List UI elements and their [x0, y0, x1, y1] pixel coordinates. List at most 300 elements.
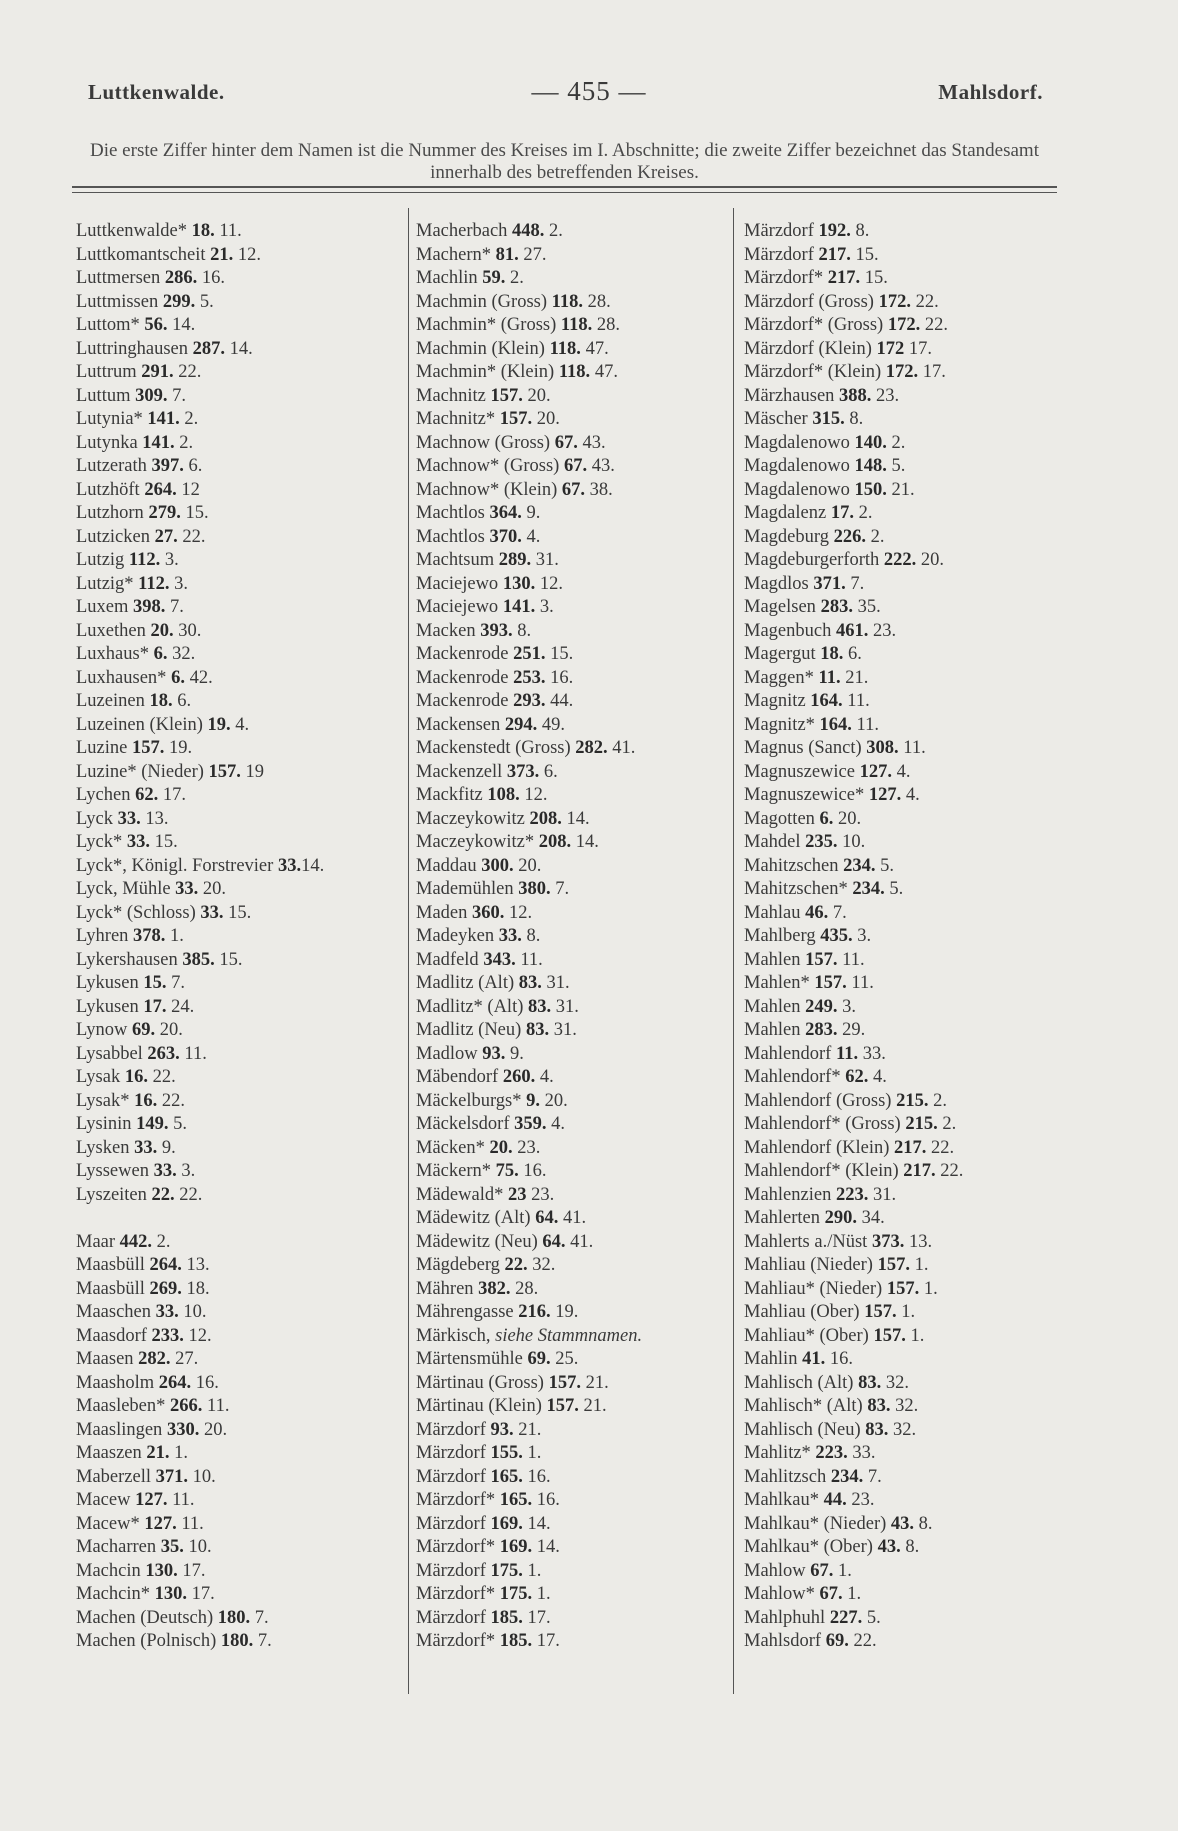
district-number: 148.	[854, 456, 887, 476]
district-number: 33.	[498, 926, 522, 946]
index-entry	[416, 1466, 731, 1490]
registry-number: 6.	[183, 456, 203, 476]
district-number: 64.	[542, 1231, 566, 1252]
district-number: 373.	[871, 1231, 905, 1252]
index-entry	[744, 855, 1084, 879]
place-name: Lychen	[76, 785, 131, 805]
place-name: Maddau	[416, 855, 477, 876]
district-number: 371.	[155, 1466, 188, 1487]
district-number: 118.	[558, 362, 591, 382]
index-entry	[416, 925, 731, 949]
index-entry	[416, 996, 731, 1020]
district-number: 6.	[153, 644, 168, 664]
place-name: Märzdorf	[416, 1607, 486, 1628]
district-number: 172	[876, 338, 905, 359]
index-entry	[76, 338, 406, 362]
index-entry	[744, 408, 1084, 432]
district-number: 43.	[877, 1537, 901, 1557]
index-entry	[76, 408, 406, 432]
registry-number: 2.	[865, 526, 885, 547]
index-entry	[76, 1560, 406, 1584]
registry-number: 1.	[165, 926, 184, 946]
index-entry	[76, 1254, 406, 1278]
district-number: 180.	[217, 1607, 251, 1628]
district-number: 141.	[502, 597, 536, 617]
district-number: 448.	[512, 221, 545, 241]
index-entry	[416, 784, 731, 808]
place-name: Maasen	[76, 1349, 134, 1369]
place-name: Luxethen	[76, 620, 146, 641]
place-name: Märzdorf*	[744, 268, 824, 288]
district-number: 293.	[513, 691, 546, 711]
district-number: 112.	[138, 573, 170, 594]
registry-number: 17.	[918, 362, 946, 382]
index-entry	[744, 432, 1084, 456]
place-name: Märzdorf	[416, 1513, 486, 1534]
header-rule-thick	[72, 186, 1057, 188]
index-entry	[416, 244, 731, 268]
index-entry	[76, 761, 406, 785]
index-entry	[76, 291, 406, 315]
place-name: Maasbüll	[76, 1278, 145, 1299]
place-name: Mahlerten	[744, 1208, 821, 1228]
index-entry	[416, 1137, 731, 1161]
index-entry	[416, 902, 731, 926]
place-name: Machen (Deutsch)	[76, 1607, 214, 1628]
registry-number: 5.	[875, 855, 895, 876]
registry-number: 15.	[180, 503, 209, 523]
registry-number: 14.	[561, 808, 590, 829]
index-entry	[76, 1019, 406, 1043]
cross-reference: siehe Stammnamen.	[495, 1325, 643, 1346]
registry-number: 6.	[539, 761, 558, 782]
index-entry	[416, 1254, 731, 1278]
district-number: 6.	[171, 667, 185, 688]
index-entry	[76, 737, 406, 761]
place-name: Mäckelsdorf	[416, 1114, 510, 1134]
registry-number: 15.	[545, 644, 574, 664]
header-rule-thin	[72, 192, 1057, 193]
district-number: 286.	[164, 268, 198, 288]
district-number: 435.	[820, 926, 853, 946]
registry-number: 3.	[837, 996, 857, 1017]
district-number: 140.	[854, 432, 887, 453]
district-number: 216.	[518, 1302, 551, 1322]
district-number: 83.	[518, 973, 542, 993]
index-entry	[744, 1513, 1084, 1537]
place-name: Mahlow	[744, 1560, 806, 1581]
district-number: 20.	[150, 620, 174, 641]
place-name: Magnuszewice*	[744, 785, 865, 805]
registry-number: 7.	[550, 879, 570, 899]
index-entry	[744, 1043, 1084, 1067]
district-number: 33.	[117, 808, 141, 829]
district-number: 23	[507, 1184, 527, 1205]
place-name: Machnow (Gross)	[416, 432, 551, 453]
place-name: Mährengasse	[416, 1302, 514, 1322]
place-name: Mahlendorf* (Gross)	[744, 1114, 901, 1134]
index-entry	[416, 1536, 731, 1560]
place-name: Luttmersen	[76, 268, 161, 288]
place-name: Magnitz*	[744, 714, 815, 735]
district-number: 289.	[498, 550, 532, 570]
place-name: Mackenrode	[416, 691, 509, 711]
registry-number: 1.	[532, 1584, 551, 1604]
district-number: 15.	[143, 973, 167, 993]
registry-number: 20.	[833, 808, 862, 829]
registry-number: 9.	[505, 1043, 524, 1064]
registry-number: 47.	[580, 338, 609, 359]
index-entry	[744, 1113, 1084, 1137]
district-number: 393.	[480, 620, 513, 641]
district-number: 41.	[802, 1349, 826, 1369]
district-number: 157.	[208, 761, 241, 782]
registry-number: 1.	[896, 1302, 916, 1322]
registry-number: 7.	[165, 597, 184, 617]
place-name: Märzdorf	[416, 1419, 486, 1440]
registry-number: 12.	[233, 244, 261, 265]
place-name: Mahdel	[744, 832, 801, 852]
place-name: Mahitzschen	[744, 855, 839, 876]
registry-number: 21.	[578, 1396, 607, 1416]
index-entry	[744, 244, 1084, 268]
district-number: 164.	[819, 714, 852, 735]
place-name: Machtlos	[416, 503, 485, 523]
registry-number: 1.	[905, 1325, 925, 1346]
registry-number: 21.	[580, 1372, 609, 1393]
place-name: Magdeburgerforth	[744, 550, 880, 570]
district-number: 192.	[818, 221, 851, 241]
index-entry	[744, 1184, 1084, 1208]
registry-number: 24.	[166, 996, 195, 1017]
index-entry	[744, 1466, 1084, 1490]
place-name: Magenbuch	[744, 620, 832, 641]
index-entry	[744, 1348, 1084, 1372]
place-name: Mahlitz*	[744, 1443, 811, 1463]
registry-number: 23.	[846, 1490, 875, 1510]
place-name: Magelsen	[744, 597, 816, 617]
district-number: 43.	[890, 1513, 915, 1534]
index-entry	[744, 1395, 1084, 1419]
index-entry	[416, 878, 731, 902]
district-number: 269.	[149, 1278, 182, 1299]
place-name: Maczeykowitz	[416, 808, 525, 829]
registry-number: 17.	[532, 1631, 560, 1651]
place-name: Maberzell	[76, 1466, 151, 1487]
district-number: 75.	[495, 1161, 519, 1181]
registry-number: 20.	[540, 1090, 568, 1111]
index-entry	[416, 596, 731, 620]
index-column-2	[416, 220, 731, 1654]
place-name: Luzine* (Nieder)	[76, 761, 204, 782]
district-number: 287.	[192, 338, 226, 359]
registry-number: 25.	[550, 1349, 579, 1369]
index-entry	[76, 1160, 406, 1184]
district-number: 11.	[818, 667, 841, 688]
district-number: 56.	[144, 315, 168, 335]
district-number: 127.	[859, 761, 892, 782]
registry-number: 3.	[176, 1161, 196, 1181]
running-head-left: Luttkenwalde.	[88, 80, 225, 104]
registry-number: 16.	[825, 1349, 853, 1369]
index-entry	[76, 1466, 406, 1490]
place-name: Märzdorf (Klein)	[744, 338, 872, 359]
place-name: Märzdorf* (Klein)	[744, 362, 882, 382]
registry-number: 34.	[857, 1208, 885, 1228]
place-name: Mackenrode	[416, 644, 509, 664]
district-number: 62.	[845, 1067, 869, 1087]
place-name: Mahliau (Nieder)	[744, 1255, 873, 1275]
place-name: Mackenstedt (Gross)	[416, 738, 571, 758]
district-number: 294.	[504, 714, 538, 735]
place-name: Märzdorf* (Gross)	[744, 315, 884, 335]
registry-number: 23.	[868, 620, 897, 641]
registry-number: 3.	[535, 597, 554, 617]
place-name: Luzine	[76, 738, 128, 758]
place-name: Luttmissen	[76, 291, 159, 312]
place-name: Maaslingen	[76, 1419, 163, 1440]
index-entry	[76, 1184, 406, 1208]
registry-number: 21.	[840, 667, 869, 688]
index-entry	[76, 432, 406, 456]
index-entry	[416, 1348, 731, 1372]
district-number: 67.	[561, 479, 586, 500]
place-name: Lysinin	[76, 1114, 132, 1134]
place-name: Mahlsdorf	[744, 1631, 822, 1651]
index-entry	[416, 1231, 731, 1255]
place-name: Mädewitz (Neu)	[416, 1231, 538, 1252]
registry-number: 4.	[901, 785, 920, 805]
index-entry	[416, 526, 731, 550]
district-number: 264.	[144, 479, 177, 500]
registry-number: 13.	[140, 808, 169, 829]
place-name: Magnus (Sanct)	[744, 738, 862, 758]
registry-number: 11.	[898, 738, 926, 758]
district-number: 130.	[502, 573, 536, 594]
registry-number: 14.	[532, 1537, 560, 1557]
registry-number: 4.	[535, 1067, 554, 1087]
place-name: Märzdorf	[416, 1466, 486, 1487]
registry-number: 10.	[188, 1466, 216, 1487]
place-name: Mäbendorf	[416, 1067, 499, 1087]
index-entry	[416, 949, 731, 973]
district-number: 141.	[142, 432, 175, 453]
place-name: Märzdorf	[744, 244, 814, 265]
index-entry	[416, 455, 731, 479]
index-entry	[416, 1583, 731, 1607]
district-number: 279.	[148, 503, 181, 523]
district-number: 217.	[827, 268, 861, 288]
place-name: Märzhausen	[744, 385, 835, 406]
place-name: Maciejewo	[416, 597, 499, 617]
district-number: 283.	[820, 597, 853, 617]
registry-number: 32.	[167, 644, 196, 664]
district-number: 227.	[829, 1607, 863, 1628]
registry-number: 23.	[512, 1137, 541, 1158]
registry-number: 7.	[828, 902, 847, 923]
registry-number: 5.	[195, 291, 214, 312]
registry-number: 16.	[518, 1161, 547, 1181]
place-name: Mäckern*	[416, 1161, 491, 1181]
district-number: 83.	[525, 1020, 550, 1040]
district-number: 172.	[887, 315, 921, 335]
registry-number: 32.	[881, 1372, 909, 1393]
place-name: Märzdorf*	[416, 1584, 496, 1604]
index-entry	[744, 1325, 1084, 1349]
registry-number: 15.	[860, 268, 888, 288]
place-name: Mackenzell	[416, 761, 503, 782]
district-number: 260.	[502, 1067, 536, 1087]
index-entry	[744, 1160, 1084, 1184]
district-number: 378.	[133, 926, 166, 946]
district-number: 172.	[878, 291, 911, 312]
place-name: Maasholm	[76, 1372, 155, 1393]
index-entry	[76, 831, 406, 855]
place-name: Luxhaus*	[76, 644, 149, 664]
district-number: 150.	[854, 479, 887, 500]
district-number: 108.	[487, 785, 520, 805]
index-entry	[744, 502, 1084, 526]
district-number: 22.	[504, 1255, 528, 1275]
place-name: Mahlphuhl	[744, 1607, 826, 1628]
index-entry	[744, 1254, 1084, 1278]
district-number: 21.	[146, 1443, 170, 1463]
place-name: Magotten	[744, 808, 815, 829]
district-number: 380.	[518, 879, 551, 899]
registry-number: 22.	[147, 1067, 176, 1087]
place-name: Mahlendorf (Klein)	[744, 1137, 890, 1158]
district-number: 308.	[866, 738, 899, 758]
index-entry	[744, 549, 1084, 573]
district-number: 217.	[894, 1137, 927, 1158]
index-entry	[744, 596, 1084, 620]
index-entry	[744, 878, 1084, 902]
district-number: 215.	[896, 1090, 929, 1111]
district-number: 185.	[499, 1631, 533, 1651]
registry-number: 1.	[522, 1443, 542, 1463]
registry-number: 2.	[544, 221, 563, 241]
index-entry	[744, 1019, 1084, 1043]
place-name: Märzdorf*	[416, 1631, 496, 1651]
registry-number: 6.	[172, 691, 192, 711]
registry-number: 2.	[152, 1231, 171, 1252]
index-entry	[416, 1489, 731, 1513]
registry-number: 1.	[842, 1584, 862, 1604]
place-name: Machtlos	[416, 526, 485, 547]
index-entry	[744, 1630, 1084, 1654]
registry-number: 32.	[890, 1396, 919, 1416]
district-number: 461.	[835, 620, 869, 641]
registry-number: 16.	[545, 667, 574, 688]
place-name: Märzdorf	[416, 1560, 486, 1581]
registry-number: 20.	[916, 550, 945, 570]
registry-number: 4.	[230, 714, 250, 735]
district-number: 69.	[132, 1020, 156, 1040]
place-name: Magergut	[744, 644, 816, 664]
district-number: 165.	[499, 1490, 533, 1510]
district-number: 33.	[277, 855, 302, 876]
registry-number: 20.	[155, 1020, 183, 1040]
place-name: Märkisch,	[416, 1325, 491, 1346]
place-name: Lutzhöft	[76, 479, 140, 500]
district-number: 263.	[147, 1043, 180, 1064]
district-number: 315.	[812, 409, 845, 429]
registry-number: 11.	[842, 691, 870, 711]
place-name: Lutynka	[76, 432, 138, 453]
registry-number: 14.	[571, 832, 599, 852]
registry-number: 30.	[173, 620, 202, 641]
place-name: Machmin (Gross)	[416, 291, 548, 312]
index-entry	[76, 596, 406, 620]
district-number: 155.	[490, 1443, 523, 1463]
place-name: Luzeinen (Klein)	[76, 714, 203, 735]
index-entry	[76, 244, 406, 268]
index-entry	[744, 1607, 1084, 1631]
district-number: 180.	[220, 1631, 254, 1651]
registry-number: 4.	[891, 761, 911, 782]
registry-number: 31.	[531, 550, 559, 570]
registry-number: 16.	[191, 1372, 219, 1393]
index-entry	[76, 1090, 406, 1114]
index-entry	[76, 996, 406, 1020]
place-name: Machnitz*	[416, 409, 496, 429]
district-number: 398.	[133, 597, 166, 617]
district-number: 67.	[563, 456, 588, 476]
place-name: Märzdorf*	[416, 1537, 496, 1557]
registry-number: 11.	[837, 949, 865, 970]
district-number: 130.	[145, 1560, 178, 1581]
index-entry	[744, 479, 1084, 503]
index-entry	[744, 291, 1084, 315]
district-number: 234.	[843, 855, 876, 876]
registry-number: 8.	[844, 409, 864, 429]
index-entry	[416, 1066, 731, 1090]
place-name: Mahliau (Ober)	[744, 1302, 860, 1322]
district-number: 83.	[867, 1396, 891, 1416]
registry-number: 8.	[521, 926, 541, 946]
registry-number: 43.	[577, 432, 606, 453]
place-name: Mahlisch* (Alt)	[744, 1396, 863, 1416]
index-entry	[76, 1395, 406, 1419]
registry-number: 12.	[519, 785, 548, 805]
place-name: Luttrum	[76, 362, 137, 382]
index-column-1	[76, 220, 406, 1654]
place-name: Märtensmühle	[416, 1349, 523, 1369]
district-number: 299.	[162, 291, 196, 312]
district-number: 157.	[490, 385, 523, 406]
district-number: 165.	[490, 1466, 523, 1487]
index-entry	[416, 1278, 731, 1302]
district-number: 157.	[814, 973, 847, 993]
district-number: 359.	[514, 1114, 547, 1134]
place-name: Maasdorf	[76, 1325, 147, 1346]
index-entry	[416, 432, 731, 456]
registry-number: 41.	[565, 1231, 594, 1252]
intro-note: Die erste Ziffer hinter dem Namen ist die Nummer des Kreises im I. Abschnitte; die zweite Ziffer bezeichnet das Standesamt innerhalb des betreffenden Kreises.	[90, 140, 1039, 183]
place-name: Lyck*	[76, 832, 123, 852]
place-name: Lyszeiten	[76, 1184, 147, 1205]
registry-number: 22.	[910, 291, 939, 312]
district-number: 118.	[549, 338, 581, 359]
registry-number: 8.	[850, 221, 870, 241]
district-number: 360.	[472, 902, 505, 923]
district-number: 27.	[154, 526, 178, 547]
registry-number: 32.	[527, 1255, 556, 1275]
district-number: 215.	[905, 1114, 938, 1134]
place-name: Maggen*	[744, 667, 814, 688]
registry-number: 17.	[186, 1584, 215, 1604]
registry-number: 1.	[169, 1443, 188, 1463]
